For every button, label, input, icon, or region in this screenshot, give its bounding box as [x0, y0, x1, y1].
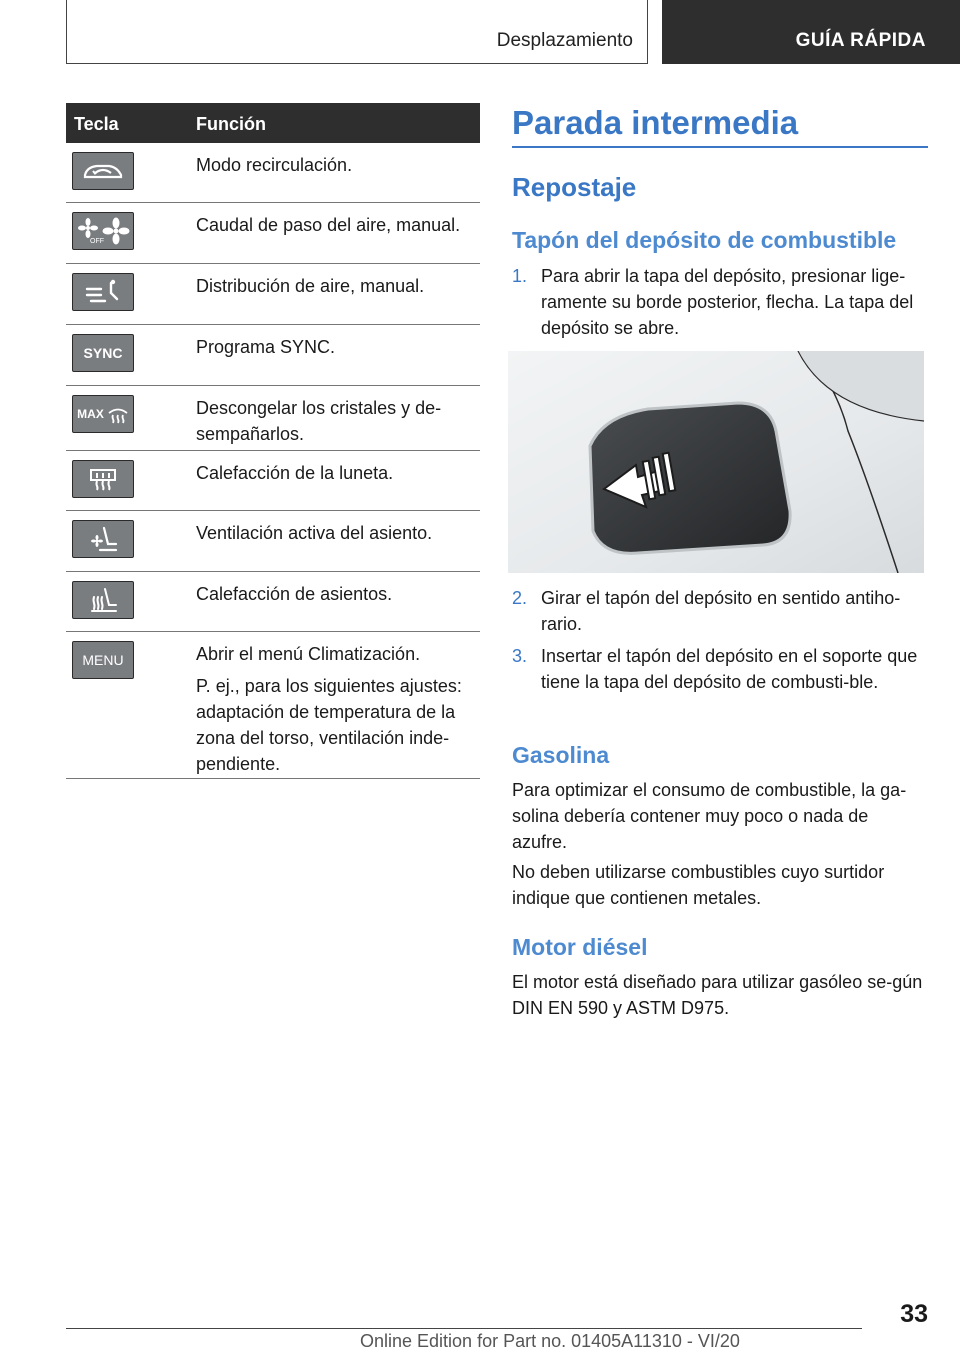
table-row: [66, 203, 480, 264]
page-number: 33: [900, 1300, 928, 1328]
max-key-label: MAX: [77, 407, 104, 421]
function-text: Descongelar los cristales y de-sempañarlos.: [196, 398, 442, 444]
seat-heating-icon: [72, 581, 134, 619]
function-text-line: Abrir el menú Climatización.: [196, 644, 421, 664]
seat-ventilation-icon: [72, 520, 134, 558]
function-text: Distribución de aire, manual.: [196, 276, 425, 296]
table-row: [66, 143, 480, 203]
column-header-key: Tecla: [74, 114, 119, 134]
table-row: [66, 451, 480, 511]
function-text: [196, 632, 480, 777]
fuel-flap-image: [508, 351, 924, 573]
function-text: Calefacción de asientos.: [196, 584, 393, 604]
step-number: 1.: [512, 266, 528, 286]
gasoline-paragraph-2: No deben utilizarse combustibles cuyo surtidor indique que contienen metales.: [512, 862, 885, 908]
step-number: 3.: [512, 646, 528, 666]
header-section-box: [66, 0, 648, 64]
function-text: Programa SYNC.: [196, 337, 336, 357]
diesel-heading: Motor diésel: [512, 934, 648, 960]
page-title: Parada intermedia: [512, 104, 799, 141]
table-header: [66, 103, 480, 143]
rear-window-heat-icon: [72, 460, 134, 498]
climate-keys-table: [66, 103, 480, 779]
air-distribution-icon: [72, 273, 134, 311]
list-item: [512, 643, 928, 695]
svg-text:OFF: OFF: [90, 238, 104, 245]
step-number: 2.: [512, 588, 528, 608]
subsection-heading: Tapón del depósito de combustible: [512, 227, 897, 253]
function-text: Modo recirculación.: [196, 155, 353, 175]
fan-speed-icon: [72, 212, 134, 250]
section-heading: Repostaje: [512, 172, 637, 202]
table-row: [66, 325, 480, 386]
footer-divider: [66, 1328, 862, 1329]
gasoline-heading: Gasolina: [512, 742, 610, 768]
max-defrost-icon: [72, 395, 134, 433]
sync-key-label: SYNC: [83, 345, 123, 361]
column-header-function: Función: [196, 114, 266, 134]
header-section-label: Desplazamiento: [496, 30, 633, 51]
title-divider: [512, 146, 928, 148]
table-row: [66, 511, 480, 572]
header-tab[interactable]: [662, 0, 960, 64]
footer-edition: Online Edition for Part no. 01405A11310 - VI/20: [360, 1331, 740, 1351]
step-text: Girar el tapón del depósito en sentido antiho-rario.: [541, 588, 901, 634]
table-row: [66, 572, 480, 632]
header-tab-label: GUÍA RÁPIDA: [795, 30, 926, 51]
table-row: [66, 264, 480, 325]
table-row: [66, 632, 480, 779]
sync-icon: [72, 334, 134, 372]
gasoline-paragraph-1: Para optimizar el consumo de combustible, la ga-solina debería contener muy poco o nada de azufre.: [512, 780, 907, 852]
list-item: [512, 585, 928, 637]
menu-icon: [72, 641, 134, 679]
list-item: [512, 263, 928, 341]
function-text: Caudal de paso del aire, manual.: [196, 215, 461, 235]
diesel-paragraph: El motor está diseñado para utilizar gasóleo se-gún DIN EN 590 y ASTM D975.: [512, 972, 923, 1018]
function-text: Calefacción de la luneta.: [196, 463, 394, 483]
recirculation-icon: [72, 152, 134, 190]
menu-key-label: MENU: [82, 652, 124, 668]
function-text: Ventilación activa del asiento.: [196, 523, 433, 543]
step-text: Para abrir la tapa del depósito, presionar lige-ramente su borde posterior, flecha. La tapa del depósito se abre.: [541, 266, 914, 338]
step-text: Insertar el tapón del depósito en el soporte que tiene la tapa del depósito de combusti-ble.: [541, 646, 918, 692]
table-row: [66, 386, 480, 451]
function-text-detail: P. ej., para los siguientes ajustes: adaptación de temperatura de la zona del torso, ventilación inde-pendiente.: [196, 676, 462, 774]
